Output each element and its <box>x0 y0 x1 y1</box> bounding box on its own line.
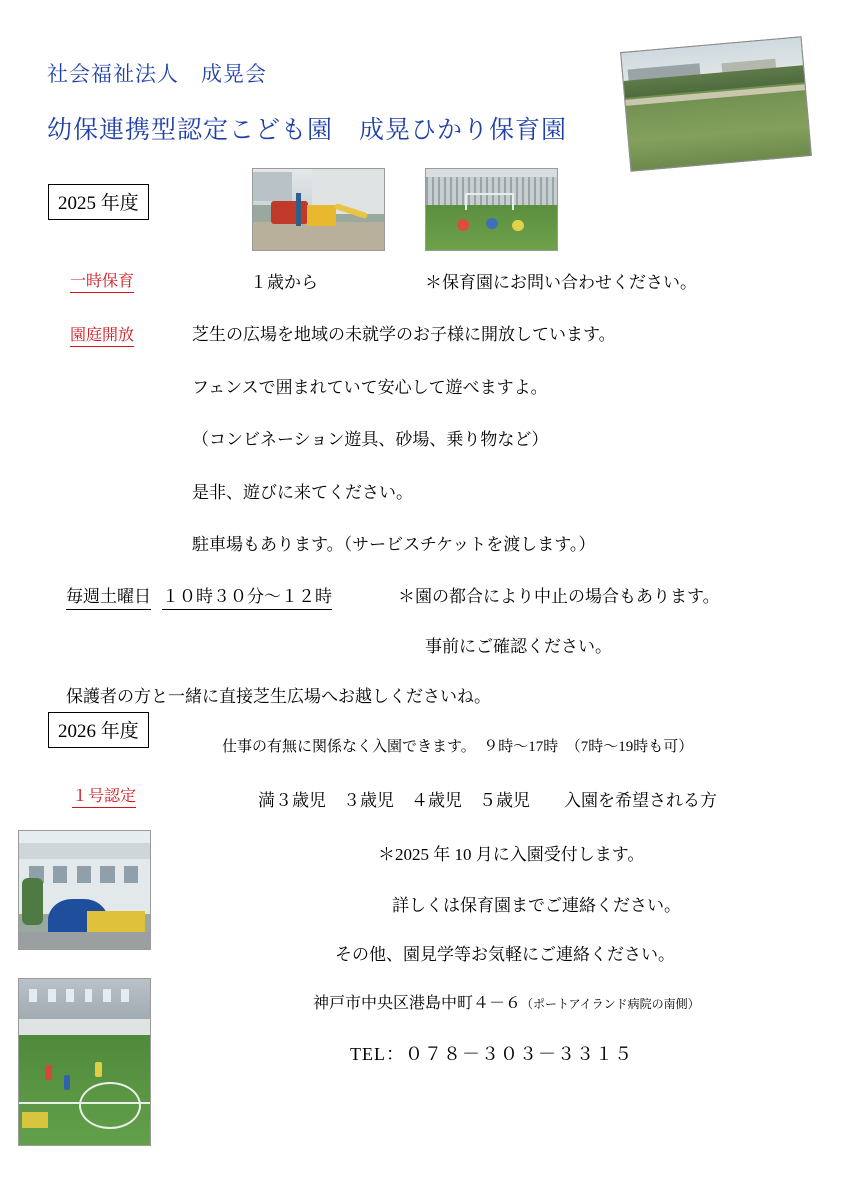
yard-open-line-2: フェンスで囲まれていて安心して遊べますよ。 <box>192 378 548 397</box>
telephone-number: TEL：０７８－３０３－３３１５ <box>350 1044 633 1064</box>
guardian-line: 保護者の方と一緒に直接芝生広場へお越しくださいね。 <box>66 687 491 706</box>
october-application-line: ＊2025 年 10 月に入園受付します。 <box>378 845 645 864</box>
temporary-care-label: 一時保育 <box>70 268 134 293</box>
address-main: 神戸市中央区港島中町４－６ <box>313 995 522 1012</box>
address-line <box>313 990 700 1013</box>
saturday-confirm: 事前にご確認ください。 <box>425 637 612 656</box>
turf-playground-children-photo <box>18 978 151 1146</box>
yard-open-line-3: （コンビネーション遊具、砂場、乗り物など） <box>192 430 549 449</box>
saturday-note: ＊園の都合により中止の場合もあります。 <box>398 587 720 606</box>
yard-open-label: 園庭開放 <box>70 322 134 347</box>
park-lawn-photo <box>620 36 812 171</box>
year-2025-badge: 2025 年度 <box>48 184 149 220</box>
other-inquiry-line: その他、園見学等お気軽にご連絡ください。 <box>335 945 675 964</box>
type1-certification-label: １号認定 <box>72 783 136 808</box>
temporary-care-contact: ＊保育園にお問い合わせください。 <box>425 273 697 292</box>
turf-field-balls-photo <box>425 168 558 251</box>
yard-open-line-5: 駐車場もあります。（サービスチケットを渡します。） <box>192 535 596 554</box>
yard-open-line-1: 芝生の広場を地域の未就学のお子様に開放しています。 <box>192 325 616 344</box>
detail-contact-line: 詳しくは保育園までご連絡ください。 <box>392 896 681 915</box>
nursery-building-photo <box>18 830 151 950</box>
saturday-time: １０時３０分〜１２時 <box>162 582 332 610</box>
address-sub: （ポートアイランド病院の南側） <box>521 997 700 1011</box>
yard-open-line-4: 是非、遊びに来てください。 <box>192 483 413 502</box>
temporary-care-age: １歳から <box>250 273 318 292</box>
playground-equipment-photo <box>252 168 385 251</box>
organization-name: 社会福祉法人 成晃会 <box>47 62 267 86</box>
type1-certification-detail: 満３歳児 ３歳児 ４歳児 ５歳児 入園を希望される方 <box>258 791 717 810</box>
year-2026-badge: 2026 年度 <box>48 712 149 748</box>
work-condition-line: 仕事の有無に関係なく入園できます。 ９時〜17時 （7時〜19時も可） <box>222 739 694 755</box>
page-title: 幼保連携型認定こども園 成晃ひかり保育園 <box>47 117 568 144</box>
saturday-day: 毎週土曜日 <box>66 582 151 610</box>
